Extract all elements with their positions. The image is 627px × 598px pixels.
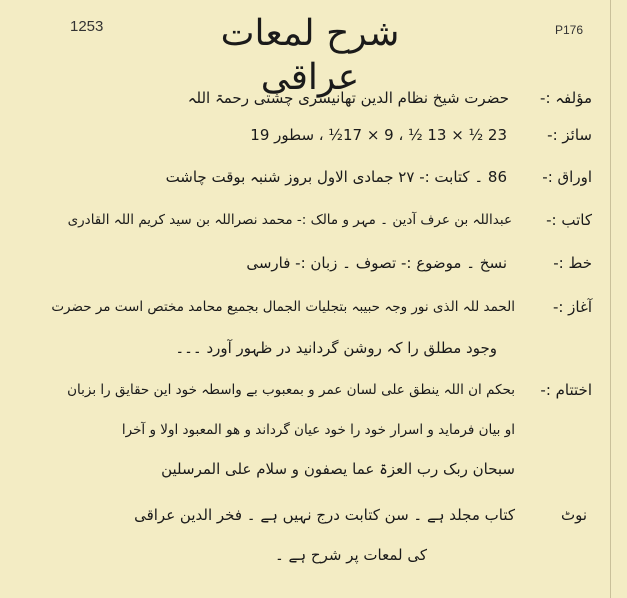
entry-value-author: حضرت شیخ نظام الدین تھانیسری چشتی رحمۃ اللہ [187,89,509,107]
entry-label-folios: اوراق :- [542,168,592,186]
entry-value-scribe: عبداللہ بن عرف آدین ۔ مہر و مالک :- محمد نصراللہ بن سید کریم اللہ القادری [67,212,512,228]
entry-value-size: 23 ½ × 13 ½ ، 9 × 17½ ، سطور 19 [250,126,507,144]
entry-label-scribe: کاتب :- [546,211,592,229]
entry-value-ending: بحکم ان اللہ ینطق علی لسان عمر و بمعبوب بے واسطہ خود این حقایق را بزبان [67,382,515,398]
entry-value-beginning: الحمد للہ الذی نور وجہ حبیبہ بتجلیات الجمال بجمیع محامد مختص است مر حضرت [51,299,515,315]
entry-label-ending: اختتام :- [540,381,592,399]
entry-label-script: خط :- [553,254,592,272]
entry-label-size: سائز :- [547,126,592,144]
catalog-number: 1253 [70,18,104,35]
entry-value-script: نسخ ۔ موضوع :- تصوف ۔ زبان :- فارسی [246,254,507,272]
page-title: شرح لمعات عراقی [220,13,400,98]
entry-value-beginning-line2: وجود مطلق را کہ روشن گردانید در ظہور آورد ۔۔۔ [175,339,497,357]
entry-label-beginning: آغاز :- [552,298,592,316]
entry-label-author: مؤلفہ :- [540,89,592,107]
page-reference: P176 [555,23,584,37]
entry-value-ending-line2: او بیان فرماید و اسرار خود را خود عیان گرداند و ھو المعبود اولا و آخرا [121,422,515,438]
entry-value-folios: 86 ۔ کتابت :- ۲۷ جمادی الاول بروز شنبہ بوقت چاشت [165,168,507,186]
right-margin-line [610,0,611,598]
entry-value-ending-line3: سبحان ربک رب العزۃ عما یصفون و سلام علی المرسلین [161,460,515,478]
entry-value-note: کتاب مجلد ہے ۔ سن کتابت درج نہیں ہے ۔ فخر الدین عراقی [134,506,515,524]
entry-value-note-line2: کی لمعات پر شرح ہے ۔ [275,546,427,564]
entry-label-note: نوٹ [560,506,587,524]
